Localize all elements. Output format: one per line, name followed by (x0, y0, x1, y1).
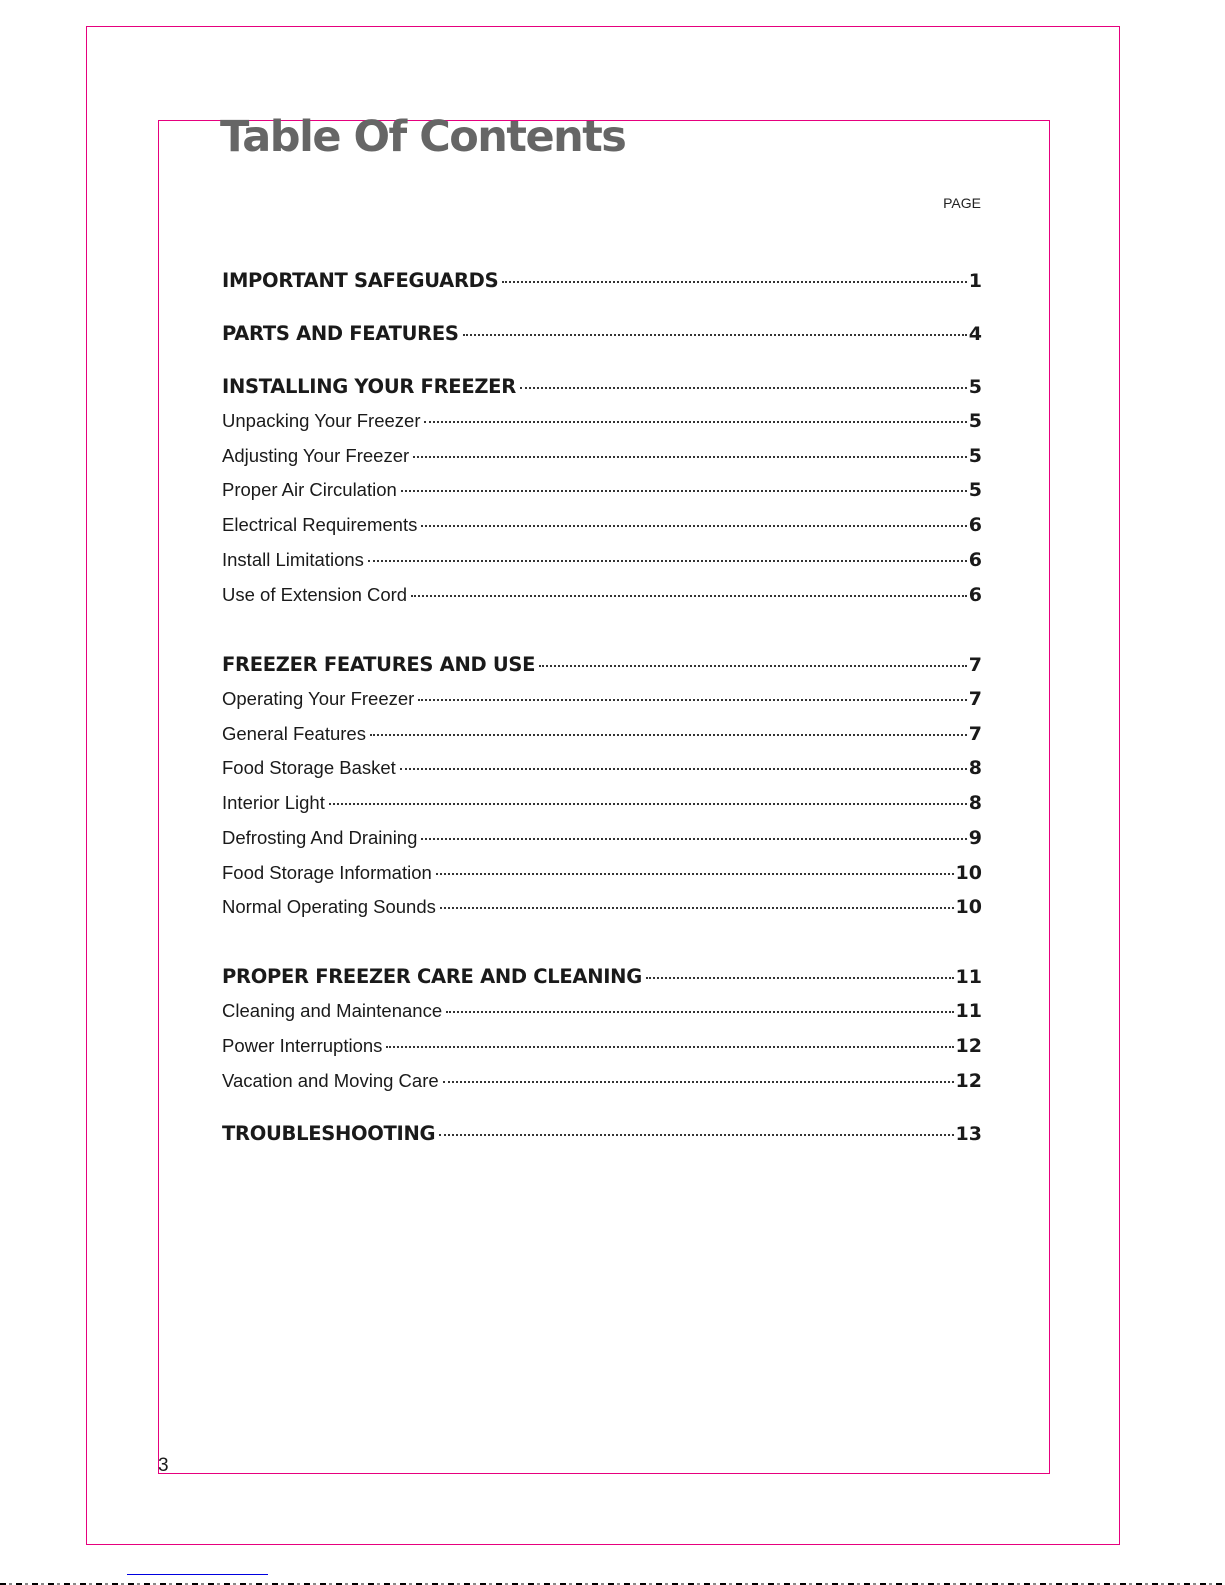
toc-entry-label: Unpacking Your Freezer (222, 410, 421, 431)
toc-entry-label: Power Interruptions (222, 1035, 383, 1056)
dot-leader (386, 1046, 953, 1048)
dot-leader (446, 1011, 953, 1013)
toc-entry[interactable] (222, 792, 982, 816)
toc-entry-page: 8 (968, 792, 982, 814)
toc-section-entry[interactable] (222, 653, 982, 677)
link-underline[interactable] (127, 1574, 268, 1575)
page-number: 3 (158, 1455, 169, 1476)
toc-entry[interactable] (222, 688, 982, 712)
dot-leader (424, 421, 966, 423)
toc-entry-page: 10 (955, 862, 982, 884)
toc-entry-page: 4 (968, 323, 982, 345)
dot-leader (400, 768, 967, 770)
toc-entry-page: 7 (968, 654, 982, 676)
toc-entry-page: 8 (968, 757, 982, 779)
toc-entry-label: Install Limitations (222, 549, 364, 570)
toc-section-entry[interactable] (222, 965, 982, 989)
toc-entry[interactable] (222, 827, 982, 851)
toc-entry-page: 9 (968, 827, 982, 849)
toc-entry-label: Food Storage Information (222, 862, 432, 883)
toc-entry-page: 5 (968, 479, 982, 501)
toc-entry-label: PROPER FREEZER CARE AND CLEANING (222, 965, 642, 988)
toc-entry-label: Vacation and Moving Care (222, 1070, 439, 1091)
dot-leader (502, 281, 966, 283)
dot-leader (539, 665, 967, 667)
toc-section-entry[interactable] (222, 269, 982, 293)
toc-entry-label: Interior Light (222, 792, 325, 813)
toc-entry-label: PARTS AND FEATURES (222, 322, 459, 345)
dot-leader (413, 456, 967, 458)
toc-entry-page: 6 (968, 514, 982, 536)
toc-entry-page: 5 (968, 410, 982, 432)
dot-leader (411, 595, 967, 597)
toc-entry[interactable] (222, 723, 982, 747)
toc-entry[interactable] (222, 479, 982, 503)
toc-entry-label: Food Storage Basket (222, 757, 396, 778)
toc-entry-label: INSTALLING YOUR FREEZER (222, 375, 516, 398)
dot-leader (421, 525, 966, 527)
toc-section-entry[interactable] (222, 375, 982, 399)
dot-leader (368, 560, 967, 562)
page-title: Table Of Contents (220, 112, 626, 162)
toc-entry[interactable] (222, 410, 982, 434)
toc-entry-label: Use of Extension Cord (222, 584, 408, 605)
dot-leader (418, 699, 966, 701)
dot-leader (370, 734, 967, 736)
dot-leader (436, 873, 954, 875)
toc-entry[interactable] (222, 514, 982, 538)
toc-entry-page: 13 (955, 1123, 982, 1145)
toc-entry-label: Proper Air Circulation (222, 479, 397, 500)
dot-leader (646, 977, 954, 979)
toc-entry-page: 12 (955, 1035, 982, 1057)
dot-leader (463, 334, 967, 336)
toc-section-entry[interactable] (222, 322, 982, 346)
toc-entry-page: 6 (968, 584, 982, 606)
toc-entry[interactable] (222, 1070, 982, 1094)
toc-entry[interactable] (222, 757, 982, 781)
toc-section-entry[interactable] (222, 1122, 982, 1146)
toc-entry-page: 1 (968, 270, 982, 292)
toc-entry-label: TROUBLESHOOTING (222, 1122, 436, 1145)
toc-entry-page: 11 (955, 966, 982, 988)
dot-leader (439, 1134, 953, 1136)
toc-entry-page: 5 (968, 445, 982, 467)
dot-leader (440, 907, 954, 909)
dot-leader (520, 387, 967, 389)
toc-entry-page: 10 (955, 896, 982, 918)
toc-entry[interactable] (222, 584, 982, 608)
toc-entry[interactable] (222, 445, 982, 469)
toc-entry-page: 6 (968, 549, 982, 571)
toc-entry-label: Defrosting And Draining (222, 827, 418, 848)
toc-entry-label: Cleaning and Maintenance (222, 1000, 443, 1021)
toc-entry[interactable] (222, 862, 982, 886)
dot-leader (443, 1081, 954, 1083)
toc-entry-page: 12 (955, 1070, 982, 1092)
dot-leader (421, 838, 966, 840)
dot-leader (329, 803, 967, 805)
toc-entry-page: 11 (955, 1000, 982, 1022)
toc-entry-page: 7 (968, 723, 982, 745)
toc-entry-label: FREEZER FEATURES AND USE (222, 653, 536, 676)
toc-entry-label: Adjusting Your Freezer (222, 445, 410, 466)
toc-entry-label: General Features (222, 723, 366, 744)
toc-entry[interactable] (222, 1000, 982, 1024)
dot-leader (401, 490, 967, 492)
page-column-header: PAGE (943, 195, 981, 211)
toc-entry-label: IMPORTANT SAFEGUARDS (222, 269, 499, 292)
toc-entry-page: 5 (968, 376, 982, 398)
toc-entry-label: Electrical Requirements (222, 514, 418, 535)
toc-entry-page: 7 (968, 688, 982, 710)
toc-entry-label: Operating Your Freezer (222, 688, 415, 709)
toc-entry[interactable] (222, 549, 982, 573)
toc-entry[interactable] (222, 1035, 982, 1059)
toc-entry-label: Normal Operating Sounds (222, 896, 436, 917)
toc-entry[interactable] (222, 896, 982, 920)
